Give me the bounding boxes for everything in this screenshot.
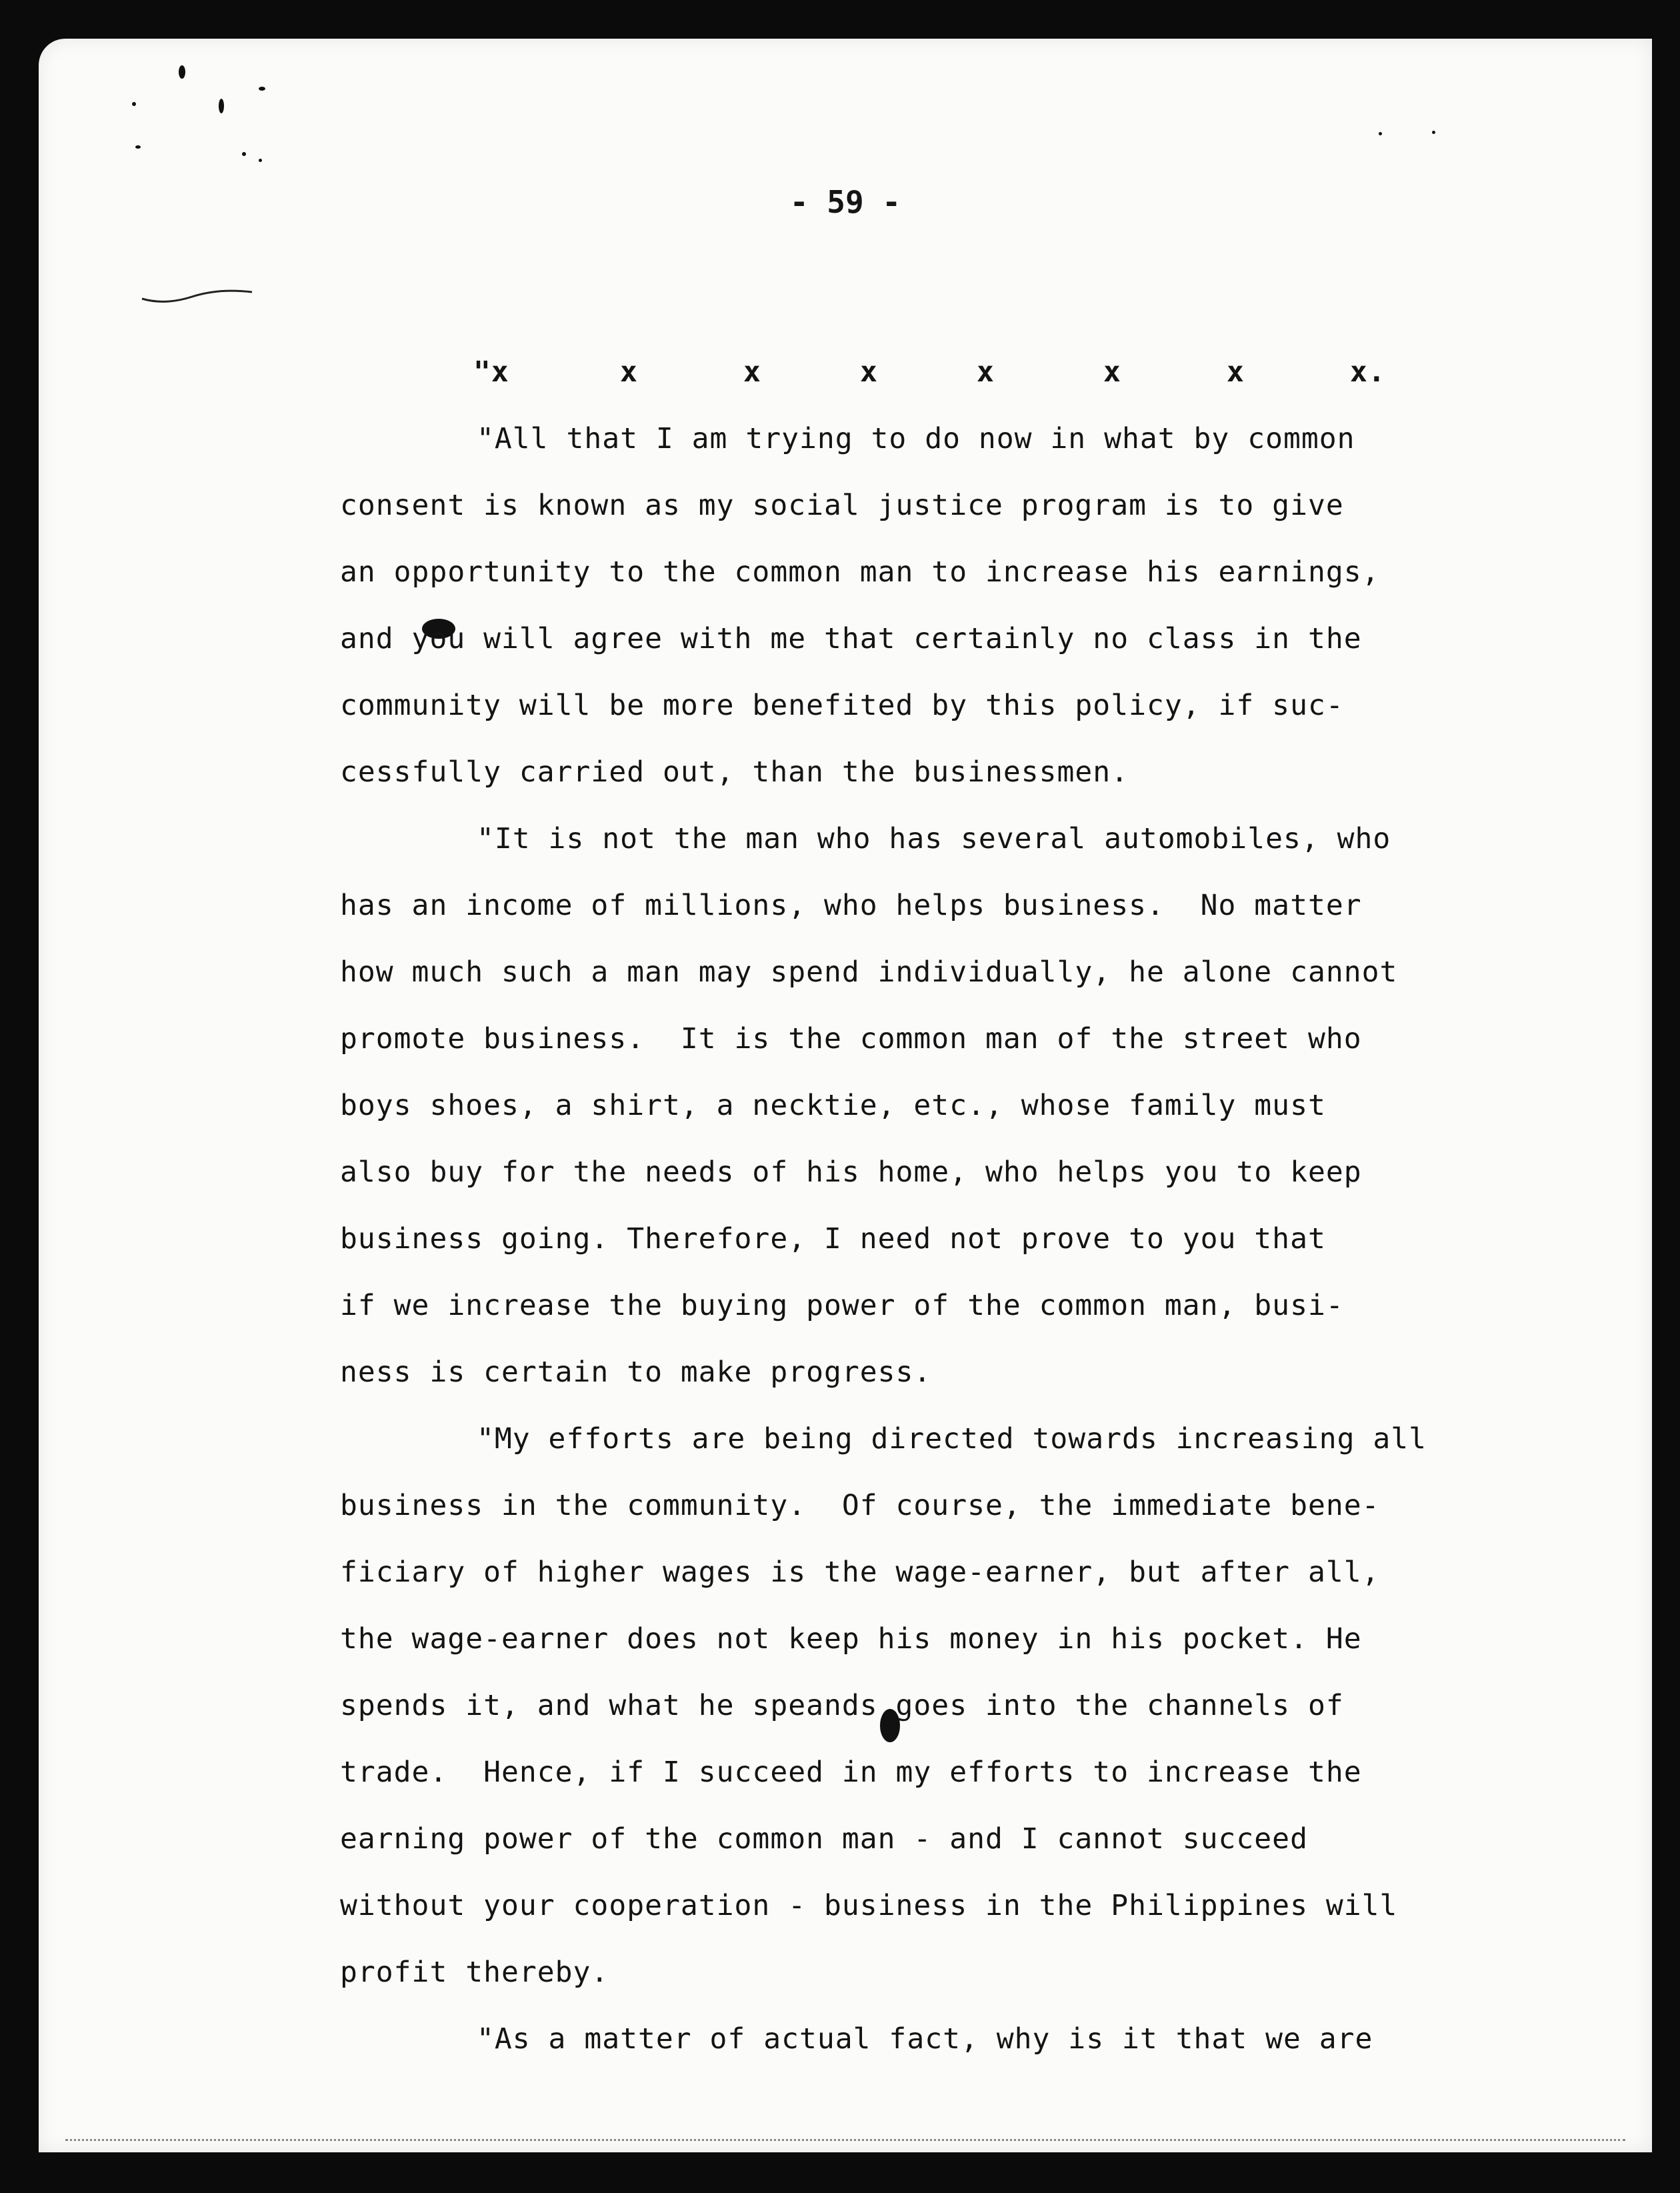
text-line: and you will agree with me that certainly no class in the: [340, 622, 1362, 655]
text-line: also buy for the needs of his home, who helps you to keep: [340, 1156, 1362, 1189]
typewritten-page: [39, 39, 1652, 2152]
text-line: how much such a man may spend individually, he alone cannot: [340, 955, 1398, 989]
text-line: "It is not the man who has several automobiles, who: [477, 822, 1391, 855]
text-line: "All that I am trying to do now in what by common: [477, 422, 1355, 455]
text-line: earning power of the common man - and I cannot succeed: [340, 1822, 1308, 1856]
scan-speck: [1432, 131, 1435, 134]
text-line: boys shoes, a shirt, a necktie, etc., whose family must: [340, 1089, 1326, 1122]
text-line: "As a matter of actual fact, why is it that we are: [477, 2022, 1373, 2056]
scan-speck: [259, 87, 265, 91]
text-line: ness is certain to make progress.: [340, 1356, 932, 1389]
omission-mark: x.: [1350, 355, 1386, 389]
text-line: promote business. It is the common man of the street who: [340, 1022, 1362, 1055]
omission-mark: x: [743, 355, 761, 389]
text-line: community will be more benefited by this policy, if suc-: [340, 689, 1344, 722]
scan-speck: [219, 99, 224, 113]
scan-speck: [259, 159, 262, 162]
scan-speck: [242, 152, 246, 156]
omission-mark: x: [1103, 355, 1121, 389]
text-line: has an income of millions, who helps business. No matter: [340, 889, 1362, 922]
text-line: ficiary of higher wages is the wage-earner, but after all,: [340, 1556, 1380, 1589]
text-line: consent is known as my social justice program is to give: [340, 489, 1344, 522]
pencil-scribble: [139, 282, 259, 309]
scan-speck: [132, 102, 136, 106]
text-line: business in the community. Of course, the immediate bene-: [340, 1489, 1380, 1522]
omission-mark: x: [860, 355, 878, 389]
scan-speck: [1379, 132, 1382, 135]
text-line: trade. Hence, if I succeed in my efforts to increase the: [340, 1756, 1362, 1789]
page-edge-rule: [65, 2139, 1625, 2141]
text-line: the wage-earner does not keep his money in his pocket. He: [340, 1622, 1362, 1656]
omission-marks-row: [473, 352, 1513, 392]
text-line: "My efforts are being directed towards increasing all: [477, 1422, 1427, 1456]
omission-mark: x: [620, 355, 638, 389]
text-line: business going. Therefore, I need not prove to you that: [340, 1222, 1326, 1256]
scan-speck: [135, 145, 141, 149]
omission-mark: x: [1227, 355, 1245, 389]
scan-speck: [179, 65, 185, 79]
page-number: - 59 -: [789, 184, 901, 220]
text-line: if we increase the buying power of the common man, busi-: [340, 1289, 1344, 1322]
text-line: without your cooperation - business in the Philippines will: [340, 1889, 1398, 1922]
text-line: cessfully carried out, than the businessmen.: [340, 755, 1129, 789]
text-line: an opportunity to the common man to increase his earnings,: [340, 555, 1380, 589]
omission-mark: x: [977, 355, 995, 389]
text-line: spends it, and what he speands goes into the channels of: [340, 1689, 1344, 1722]
omission-mark: "x: [473, 355, 509, 389]
text-line: profit thereby.: [340, 1956, 609, 1989]
